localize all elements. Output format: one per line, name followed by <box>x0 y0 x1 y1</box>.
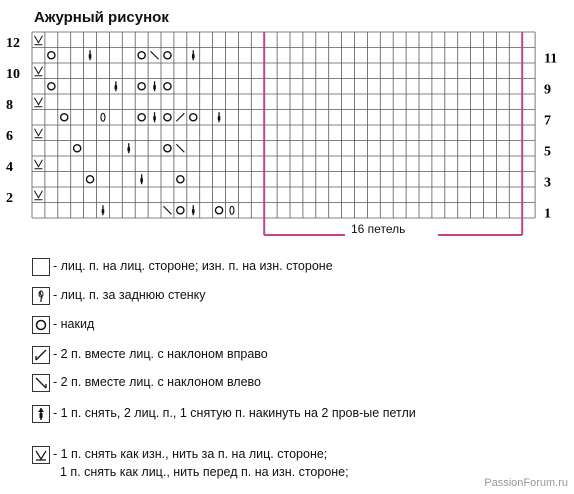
yarn-over-mark <box>164 114 171 121</box>
slip-stitch-mark <box>34 67 42 76</box>
legend-text: - 2 п. вместе лиц. с наклоном влево <box>53 375 262 389</box>
yarn-over-mark <box>215 207 222 214</box>
yarn-over-mark <box>138 83 145 90</box>
row-number-right: 3 <box>544 175 551 191</box>
blank-stitch-icon <box>32 258 50 276</box>
decrease-mark <box>153 85 156 89</box>
ssk-mark <box>151 51 159 59</box>
row-number-left: 12 <box>6 36 20 51</box>
legend-text: - 1 п. снять, 2 лиц. п., 1 снятую п. накинуть на 2 пров-ые петли <box>53 406 416 420</box>
row-number-right: 7 <box>544 113 551 129</box>
yarn-over-mark <box>86 176 93 183</box>
legend-text: - 1 п. снять как изн., нить за п. на лиц. стороне; <box>53 447 328 461</box>
twisted-stitch-icon <box>32 287 50 305</box>
legend-text: - 2 п. вместе лиц. с наклоном вправо <box>53 347 268 361</box>
ssk-mark <box>176 144 184 152</box>
row-number-left: 8 <box>6 98 13 113</box>
yarn-over-icon <box>32 316 50 334</box>
slip-stitch-mark <box>34 36 42 45</box>
page-title: Ажурный рисунок <box>34 9 169 26</box>
row-number-right: 1 <box>544 206 551 222</box>
yarn-over-mark <box>48 83 55 90</box>
k2tog-icon <box>32 346 50 364</box>
yarn-over-mark <box>177 207 184 214</box>
decrease-mark <box>153 116 156 120</box>
row-number-right: 11 <box>544 51 558 67</box>
yarn-over-mark <box>48 52 55 59</box>
ssk-icon <box>32 374 50 392</box>
twisted-stitch-mark <box>101 113 105 121</box>
decrease-mark <box>115 85 118 89</box>
yarn-over-mark <box>164 83 171 90</box>
slip-stitch-mark <box>34 129 42 138</box>
decrease-mark <box>140 178 143 182</box>
twisted-stitch-mark <box>230 206 234 214</box>
yarn-over-mark <box>164 52 171 59</box>
knitting-chart <box>0 0 574 240</box>
decrease-mark <box>218 116 221 120</box>
yarn-over-mark <box>61 114 68 121</box>
legend-text-2: 1 п. снять как лиц., нить перед п. на изн. стороне; <box>60 465 349 479</box>
yarn-over-mark <box>138 114 145 121</box>
decrease-mark <box>192 209 195 213</box>
yarn-over-mark <box>177 176 184 183</box>
yarn-over-mark <box>138 52 145 59</box>
slip-stitch-mark <box>34 98 42 107</box>
decrease-mark <box>127 147 130 151</box>
slip-stitch-icon <box>32 446 50 464</box>
repeat-width-label: 16 петель <box>351 222 406 236</box>
yarn-over-mark <box>74 145 81 152</box>
yarn-over-mark <box>190 114 197 121</box>
yarn-over-mark <box>164 145 171 152</box>
row-number-left: 2 <box>6 191 13 206</box>
k2tog-mark <box>176 113 184 121</box>
pass-slipped-stitch-icon <box>32 405 50 423</box>
slip-stitch-mark <box>34 160 42 169</box>
legend-text: - лиц. п. за заднюю стенку <box>53 288 206 302</box>
row-number-right: 9 <box>544 82 551 98</box>
row-number-left: 4 <box>6 160 13 175</box>
decrease-mark <box>192 54 195 58</box>
row-number-left: 6 <box>6 129 13 144</box>
row-number-left: 10 <box>6 67 20 82</box>
decrease-mark <box>89 54 92 58</box>
slip-stitch-mark <box>34 191 42 200</box>
ssk-mark <box>163 206 171 214</box>
legend-text: - лиц. п. на лиц. стороне; изн. п. на изн. стороне <box>53 259 333 273</box>
row-number-right: 5 <box>544 144 551 160</box>
watermark: PassionForum.ru <box>484 477 568 489</box>
legend-text: - накид <box>53 317 95 331</box>
decrease-mark <box>102 209 105 213</box>
